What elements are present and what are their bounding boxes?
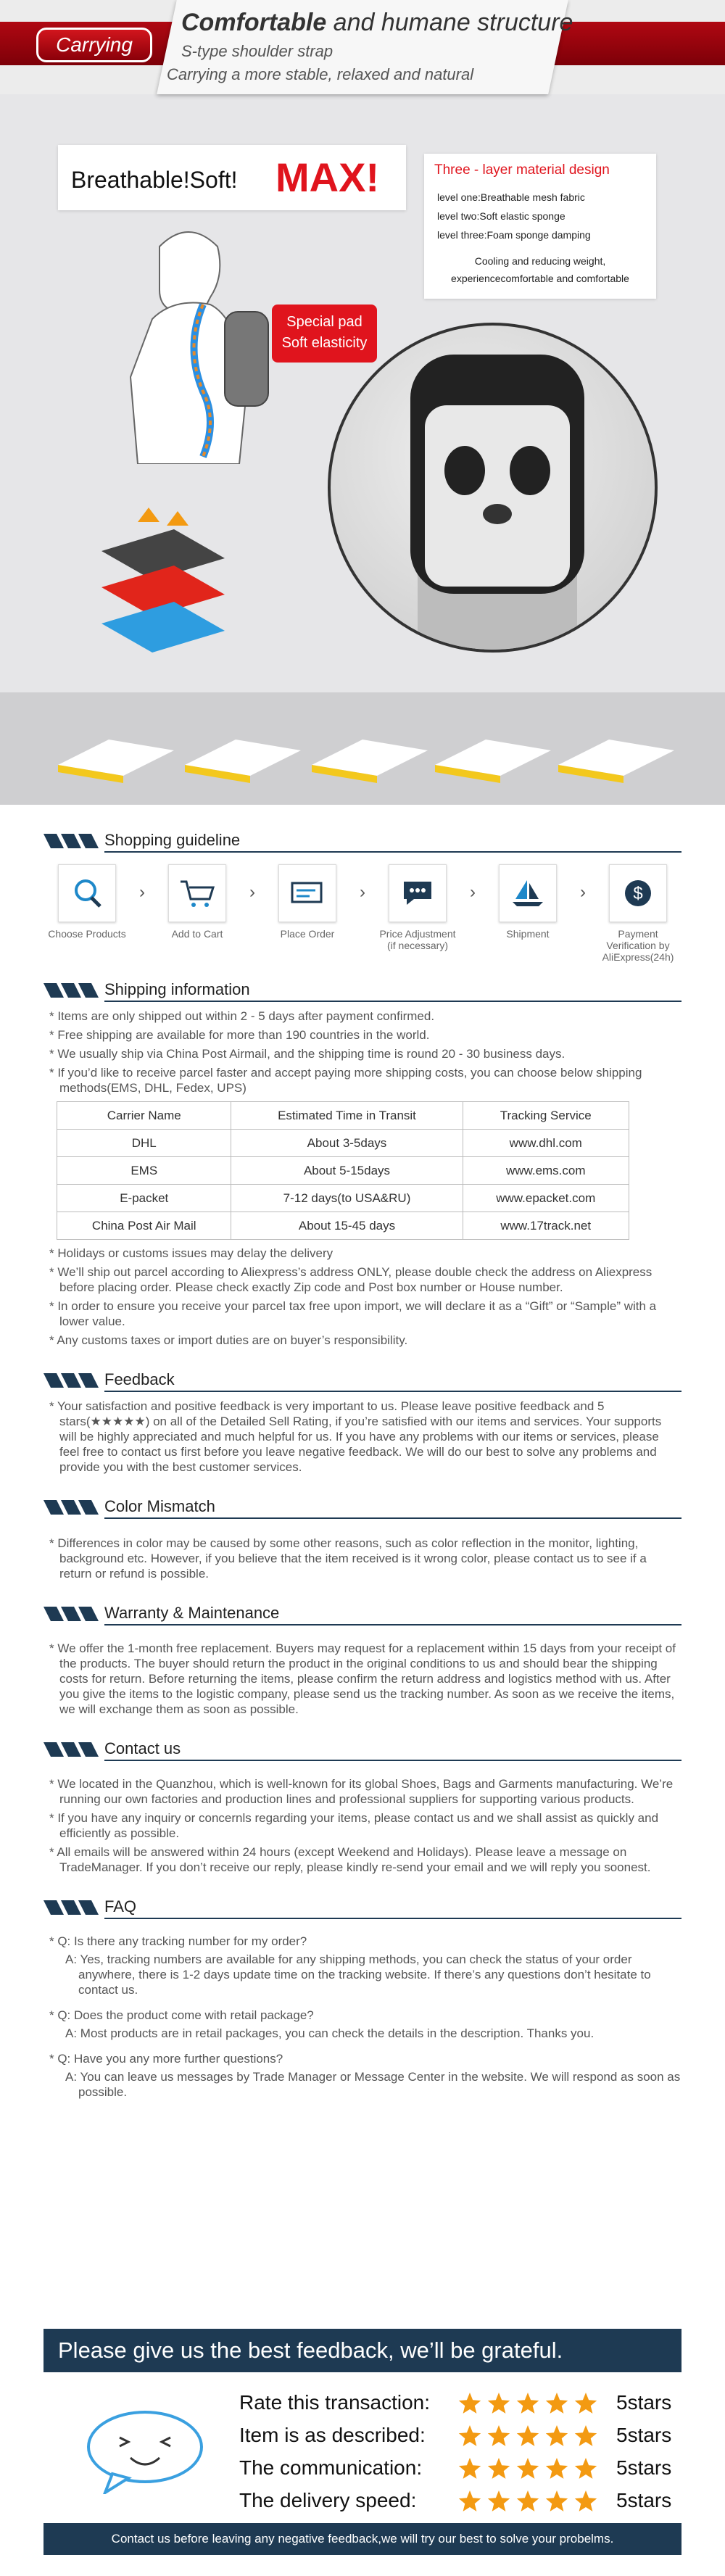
contact-bullet: * All emails will be answered within 24 hours (except Weekend and Holidays). Please leave a message on TradeManager. If you don’t receive our reply, please kindly re-send your email and we will reply you soonest. [49,1845,651,1874]
rating-label: Rate this transaction: [239,2391,431,2414]
guideline-steps: Choose Products › Add to Cart › Place Order › Price Adjustment (if necessary) › Shipment › $ Payment Verification by AliExpress(24h) [44,856,682,963]
feedback-footer: Contact us before leaving any negative feedback,we will try our best to solve your probelms. [44,2523,682,2555]
faq-answer: A: Yes, tracking numbers are available for any shipping methods, you can check the status of your order anywhere, there is 1-2 days update time on the tracking website. If there’s any questions don’t hesitate to contact us. [65,1952,651,1997]
fabric-samples [0,692,725,805]
step-choose [44,864,130,963]
dollar-icon [620,877,656,909]
shipping-section [44,976,682,1348]
shopping-guideline-section [44,827,682,963]
layer-title: Three - layer material design [434,162,610,178]
section-title: Contact us [104,1739,181,1757]
faq-answer: A: You can leave us messages by Trade Manager or Message Center in the website. We will respond as soon as possible. [65,2070,681,2099]
rating-value: 5stars [616,2456,672,2479]
layer-design-card [424,154,656,299]
section-title: Shopping guideline [104,831,241,849]
star-icon [459,2393,481,2414]
banner-title-bold: Comfortable [181,9,327,36]
carrier-cell: DHL [57,1130,231,1157]
rating-label: Item is as described: [239,2424,426,2446]
faq-question: * Q: Is there any tracking number for my order? [49,1934,307,1948]
banner-title-rest: and humane structure [326,9,573,36]
step-label: Shipment [506,928,550,940]
smiley-speech-bubble [83,2407,207,2494]
faq-question: * Q: Have you any more further questions? [49,2052,283,2066]
star-rating [457,2456,609,2486]
tracking-cell: www.17track.net [463,1212,629,1240]
special-pad-line2: Soft elasticity [281,335,368,351]
rating-value: 5stars [616,2391,672,2414]
rating-value: 5stars [616,2489,672,2511]
shipping-note: * In order to ensure you receive your parcel tax free upon import, we will declare it as a “Gift” or “Sample” with a lower value. [49,1299,657,1328]
contact-bullet: * If you have any inquiry or concernls regarding your items, please contact us and we shall assist as quickly and efficiently as possible. [49,1811,659,1840]
star-rating [457,2391,609,2421]
banner-tagline: Carrying a more stable, relaxed and natural [167,65,474,83]
star-icon [488,2425,510,2446]
section-stripe-icon [44,1370,102,1392]
layer-two: level two:Soft elastic sponge [437,210,566,222]
table-row [57,1185,629,1212]
shipping-bullet: * If you’d like to receive parcel faster and accept paying more shipping costs, you can choose below shipping methods(EMS, DHL, Fedex, UPS) [49,1066,642,1095]
section-title: Shipping information [104,980,250,998]
step-shipment [484,864,571,963]
stars-svg [457,2456,609,2482]
layer-one: level one:Breathable mesh fabric [437,191,585,203]
star-icon [517,2490,539,2511]
carrier-cell: China Post Air Mail [57,1212,231,1240]
title-banner [0,0,725,94]
step-label: Place Order [280,928,335,940]
section-title: FAQ [104,1897,137,1916]
warranty-section [44,1599,682,1717]
star-icon [459,2425,481,2446]
star-icon [517,2393,539,2414]
tracking-cell: www.ems.com [463,1157,629,1185]
step-order [264,864,351,963]
section-title: Warranty & Maintenance [104,1604,280,1622]
section-stripe-icon [44,980,102,1002]
layer-desc-2: experiencecomfortable and comfortable [451,273,629,284]
step-label: Add to Cart [171,928,223,940]
feedback-text: * Your satisfaction and positive feedback is very important to us. Please leave positive feedback and 5 stars(★★★★★) on all of the Detailed Sell Rating, if you’re satisfied with our items and services. Your supports will be highly appreciated and much helpful for us. If you have any problems with our items or services, please feel free to contact us first before you leave negative feedback. We will do our best to solve any problems and provide you with the best customer services. [49,1399,662,1474]
spine-illustration [94,218,283,464]
breathable-card [58,145,406,210]
color-mismatch-section [44,1493,682,1581]
star-icon [575,2490,597,2511]
section-stripe-icon [44,831,102,853]
section-title: Feedback [104,1370,175,1388]
shipping-bullet: * We usually ship via China Post Airmail, and the shipping time is round 20 - 30 business days. [49,1047,566,1061]
max-text: MAX! [276,154,380,200]
sailboat-icon [510,877,546,909]
step-cart [154,864,241,963]
layer-stack-illustration [94,508,239,689]
star-rating [457,2424,609,2453]
shipping-note: * We’ll ship out parcel according to Aliexpress’s address ONLY, please double check the address on Aliexpress before placing order. Please check exactly Zip code and Post box number or House number. [49,1265,652,1294]
section-stripe-icon [44,1739,102,1761]
feedback-headline: Please give us the best feedback, we’ll be grateful. [44,2329,682,2372]
step-label: Price Adjustment (if necessary) [379,928,456,951]
carrier-cell: EMS [57,1157,231,1185]
table-row [57,1212,629,1240]
shipping-notes [44,1246,682,1348]
star-icon [546,2425,568,2446]
shipping-bullets [44,1009,682,1096]
stars-svg [457,2489,609,2515]
section-stripe-icon [44,1604,102,1625]
star-icon [546,2458,568,2479]
step-label: Payment Verification by AliExpress(24h) [602,928,674,963]
banner-title [181,9,573,37]
faq-section [44,1893,682,2100]
contact-section [44,1735,682,1875]
magnifier-icon [71,877,103,909]
special-pad-line1: Special pad [286,314,362,330]
backpack-photo [328,323,658,653]
shipping-note: * Holidays or customs issues may delay the delivery [49,1246,334,1260]
cart-icon [179,877,215,909]
section-title: Color Mismatch [104,1497,215,1515]
step-price [374,864,461,963]
rating-label: The communication: [239,2456,423,2479]
step-label: Choose Products [48,928,126,940]
star-icon [517,2458,539,2479]
table-header: Estimated Time in Transit [231,1102,463,1130]
transit-cell: About 5-15days [231,1157,463,1185]
tracking-cell: www.dhl.com [463,1130,629,1157]
star-icon [488,2490,510,2511]
carrying-pill: Carrying [36,28,152,62]
banner-subtitle: S-type shoulder strap [181,42,334,60]
star-icon [546,2393,568,2414]
fabric-layer-strip [0,692,725,805]
panda-backpack-image [331,326,658,653]
star-icon [488,2458,510,2479]
star-icon [517,2425,539,2446]
star-icon [459,2490,481,2511]
table-row [57,1157,629,1185]
transit-cell: About 3-5days [231,1130,463,1157]
chat-bubble-icon [399,877,436,909]
star-icon [575,2393,597,2414]
shipping-note: * Any customs taxes or import duties are on buyer’s responsibility. [49,1333,408,1347]
shipping-table [57,1101,629,1240]
star-icon [546,2490,568,2511]
layer-three: level three:Foam sponge damping [437,229,591,241]
transit-cell: About 15-45 days [231,1212,463,1240]
shipping-bullet: * Free shipping are available for more than 190 countries in the world. [49,1028,430,1042]
contact-bullet: * We located in the Quanzhou, which is well-known for its global Shoes, Bags and Garments manufacturing. We’re running our own factories and production lines and professional suppliers for supporting various products. [49,1777,674,1806]
order-form-icon [289,877,326,909]
rating-label: The delivery speed: [239,2489,417,2511]
color-text: * Differences in color may be caused by some other reasons, such as color reflection in the monitor, lighting, background etc. However, if you believe that the item received is it wrong color, please contact us to see if a return or refund is possible. [49,1536,647,1581]
tracking-cell: www.epacket.com [463,1185,629,1212]
section-stripe-icon [44,1897,102,1919]
product-hero [0,0,725,805]
table-header: Carrier Name [57,1102,231,1130]
section-stripe-icon [44,1497,102,1519]
star-icon [575,2458,597,2479]
special-pad-badge [272,305,377,363]
feedback-section [44,1366,682,1475]
stars-svg [457,2424,609,2450]
faq-question: * Q: Does the product come with retail package? [49,2008,314,2022]
svg-text:$: $ [633,884,643,903]
breathable-text: Breathable!Soft! [71,167,238,193]
star-icon [488,2393,510,2414]
step-payment [594,864,682,963]
rating-value: 5stars [616,2424,672,2446]
table-header-row [57,1102,629,1130]
star-rating [457,2489,609,2519]
stars-svg [457,2391,609,2417]
transit-cell: 7-12 days(to USA&RU) [231,1185,463,1212]
layer-desc-1: Cooling and reducing weight, [474,255,606,267]
table-header: Tracking Service [463,1102,629,1130]
carrier-cell: E-packet [57,1185,231,1212]
warranty-text: * We offer the 1-month free replacement. Buyers may request for a replacement within 15 days from your receipt of the products. The buyer should return the product in the original conditions to us and should bear the shipping costs for return. Before returning the items, please confirm the return address and logistics method with us. After you give the items to the logistic company, please send us the tracking number. As soon as we receive the items, we will exchange them as soon as possible. [49,1641,676,1716]
star-icon [575,2425,597,2446]
faq-answer: A: Most products are in retail packages, you can check the details in the description. Thanks you. [65,2026,594,2040]
shipping-bullet: * Items are only shipped out within 2 - 5 days after payment confirmed. [49,1009,435,1023]
star-icon [459,2458,481,2479]
table-row [57,1130,629,1157]
